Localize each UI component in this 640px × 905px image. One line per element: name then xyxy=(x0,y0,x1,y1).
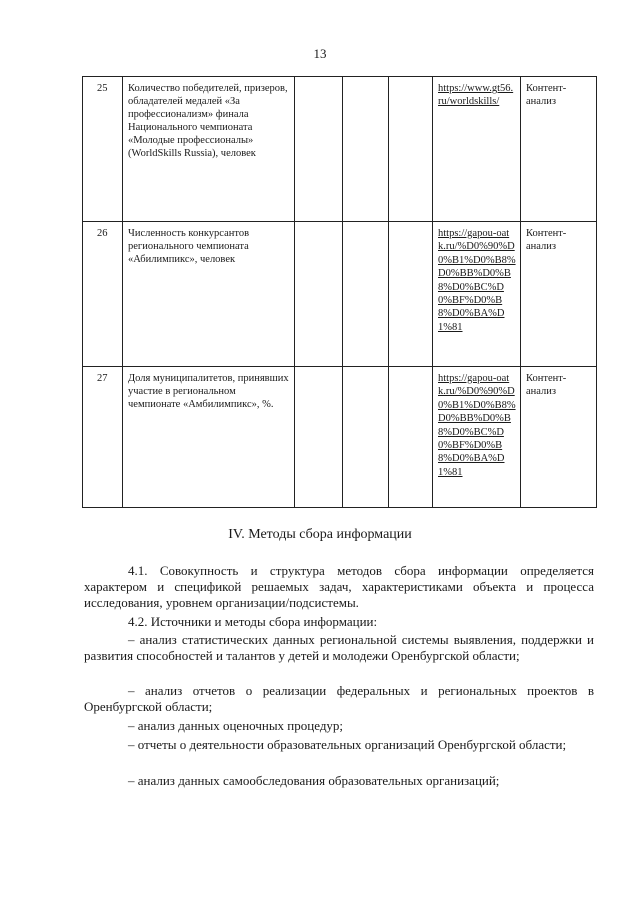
indicator-name: Количество победителей, призеров, обладателей медалей «За профессионализм» финала Национального чемпионата «Молодые профессионалы» (WorldSkills Russia), человек xyxy=(123,77,295,222)
list-item: – анализ данных самообследования образовательных организаций; xyxy=(128,773,500,788)
row-number: 27 xyxy=(83,367,123,508)
source-link[interactable]: https://gapou-oatk.ru/%D0%90%D0%B1%D0%B8%D0%BB%D0%B8%D0%BC%D0%BF%D0%B8%D0%BA%D1%81 xyxy=(438,228,516,333)
row-number: 26 xyxy=(83,222,123,367)
source-link-cell xyxy=(433,367,521,508)
empty-cell xyxy=(295,77,343,222)
paragraph-4-2: 4.2. Источники и методы сбора информации: xyxy=(128,614,378,629)
indicator-name: Численность конкурсантов регионального чемпионата «Абилимпикс», человек xyxy=(123,222,295,367)
empty-cell xyxy=(343,367,389,508)
table-row xyxy=(83,367,597,508)
indicator-name: Доля муниципалитетов, принявших участие в региональном чемпионате «Амбилимпикс», %. xyxy=(123,367,295,508)
empty-cell xyxy=(389,222,433,367)
empty-cell xyxy=(389,77,433,222)
source-link[interactable]: https://www.gt56.ru/worldskills/ xyxy=(438,83,514,108)
empty-cell xyxy=(295,222,343,367)
paragraph-4-1: 4.1. Совокупность и структура методов сбора информации определяется характером и спецификой решаемых задач, характеристиками объекта и процесса исследования, уровнем организации/подсистемы. xyxy=(84,563,594,610)
page-number: 13 xyxy=(313,46,327,61)
source-link-cell xyxy=(433,77,521,222)
source-link-cell xyxy=(433,222,521,367)
source-link[interactable]: https://gapou-oatk.ru/%D0%90%D0%B1%D0%B8%D0%BB%D0%B8%D0%BC%D0%BF%D0%B8%D0%BA%D1%81 xyxy=(438,373,516,478)
method-cell: Контент-анализ xyxy=(521,367,597,508)
list-item: – анализ данных оценочных процедур; xyxy=(128,718,344,733)
list-item: – отчеты о деятельности образовательных организаций Оренбургской области; xyxy=(128,737,567,752)
empty-cell xyxy=(389,367,433,508)
empty-cell xyxy=(295,367,343,508)
empty-cell xyxy=(343,222,389,367)
row-number: 25 xyxy=(83,77,123,222)
empty-cell xyxy=(343,77,389,222)
list-item: – анализ отчетов о реализации федеральных и региональных проектов в Оренбургской области; xyxy=(84,683,594,714)
table-row xyxy=(83,77,597,222)
list-item: – анализ статистических данных региональной системы выявления, поддержки и развития способностей и талантов у детей и молодежи Оренбургской области; xyxy=(84,632,594,663)
method-cell: Контент-анализ xyxy=(521,77,597,222)
section-title: IV. Методы сбора информации xyxy=(228,527,412,542)
table-row xyxy=(83,222,597,367)
method-cell: Контент-анализ xyxy=(521,222,597,367)
indicators-table xyxy=(82,76,597,508)
